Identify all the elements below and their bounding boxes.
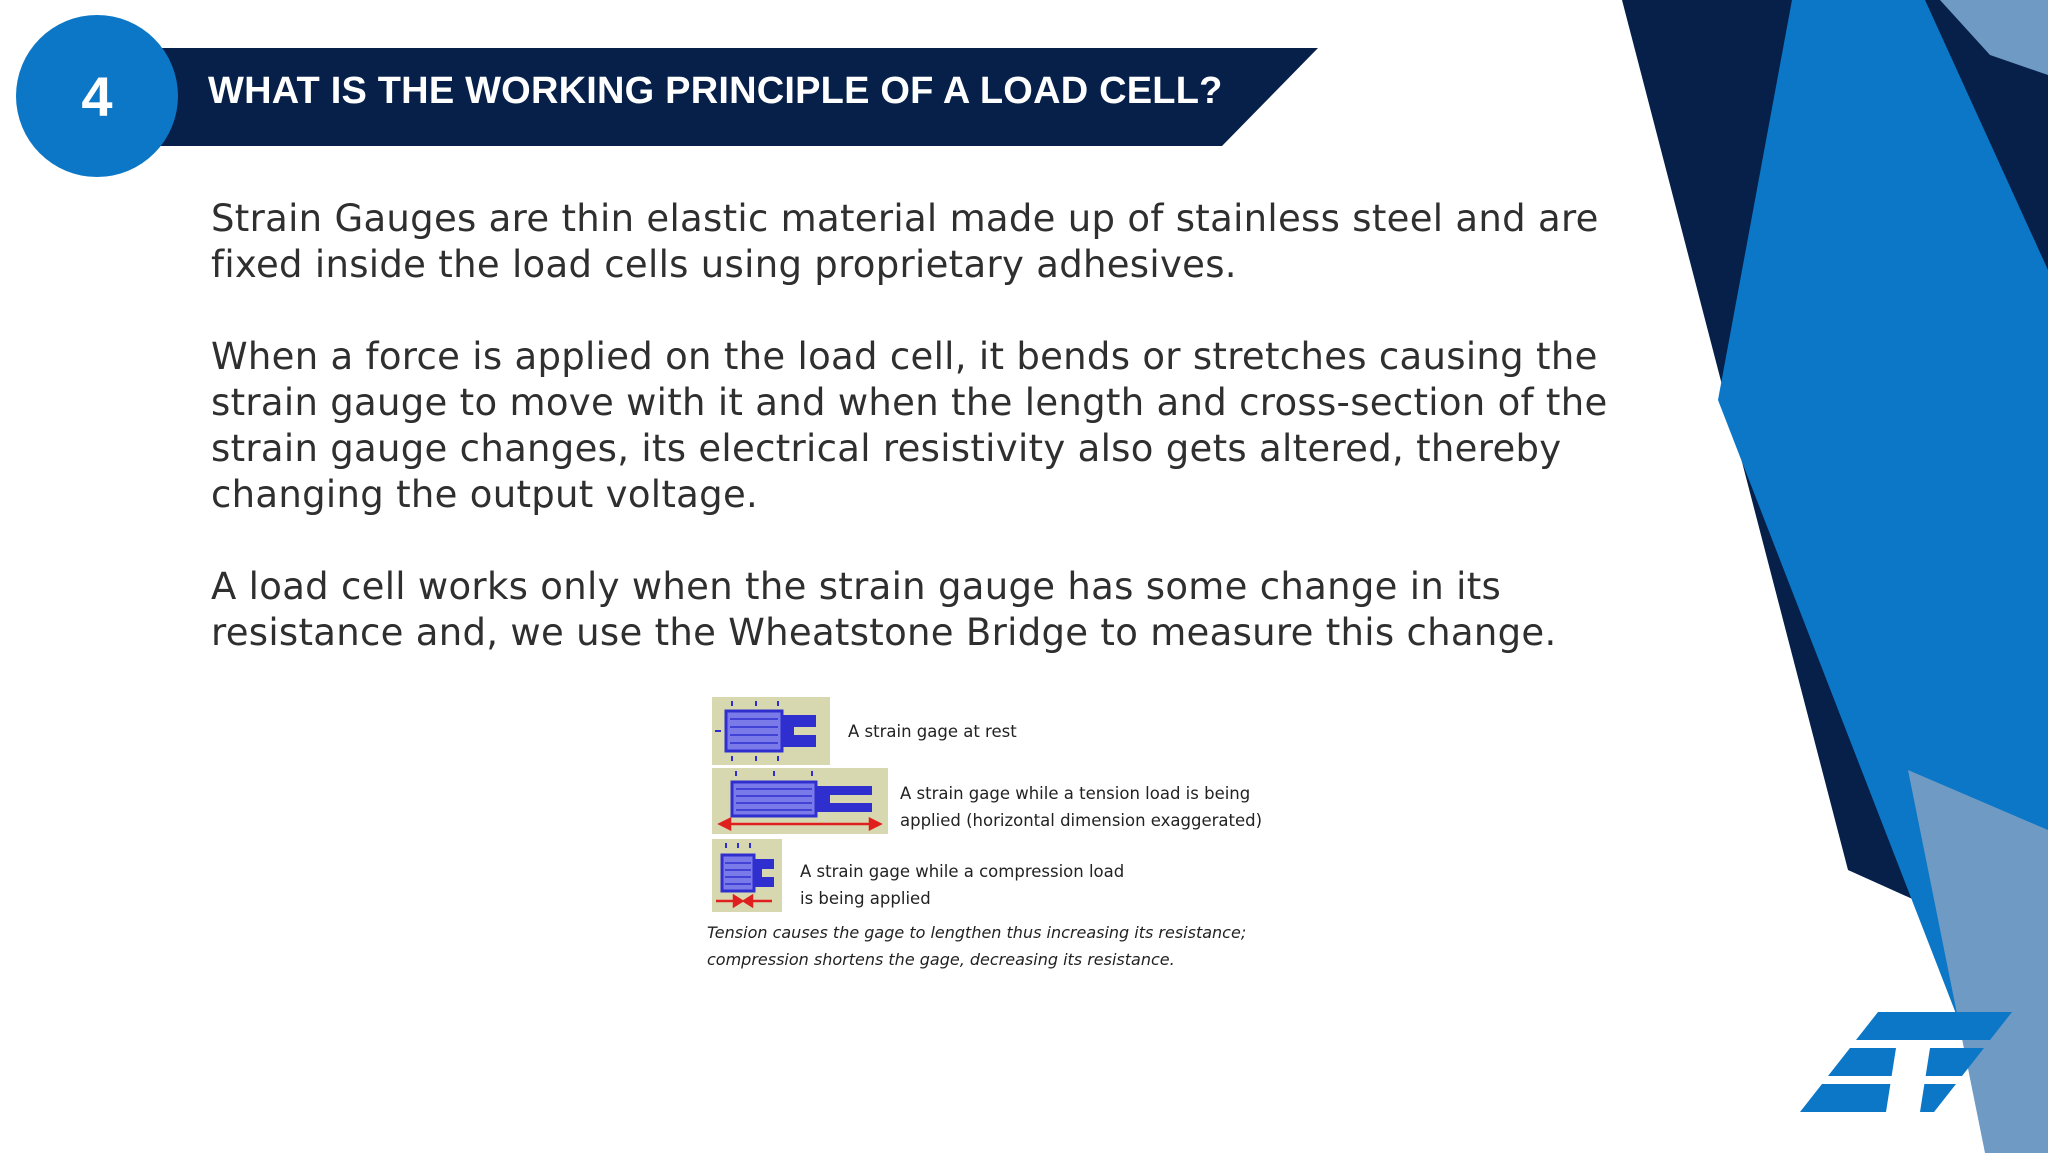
caption-compression-line1: A strain gage while a compression load (800, 862, 1125, 881)
figure-note-line2: compression shortens the gage, decreasing its resistance. (707, 950, 1175, 969)
caption-compression-line2: is being applied (800, 889, 931, 908)
slide-number-badge: 4 (16, 15, 178, 177)
paragraph-strain-gauges: Strain Gauges are thin elastic material made up of stainless steel and are fixed inside the load cells using proprietary adhesives. (211, 197, 1599, 286)
figure-note-line1: Tension causes the gage to lengthen thus increasing its resistance; (707, 923, 1247, 942)
paragraph-wheatstone: A load cell works only when the strain gauge has some change in its resistance and, we use the Wheatstone Bridge to measure this change. (211, 565, 1557, 654)
caption-at-rest: A strain gage at rest (848, 722, 1017, 741)
body-text (211, 196, 1681, 702)
caption-tension-line1: A strain gage while a tension load is being (900, 784, 1251, 803)
gauge-tension-image (712, 768, 888, 834)
gauge-compression-image (712, 839, 782, 912)
gauge-at-rest-image (712, 697, 830, 765)
paragraph-force-applied: When a force is applied on the load cell, it bends or stretches causing the strain gauge to move with it and when the length and cross-section of the strain gauge changes, its electrical resistivity also gets altered, thereby changing the output voltage. (211, 335, 1608, 516)
slide-title: WHAT IS THE WORKING PRINCIPLE OF A LOAD CELL? (208, 70, 1223, 112)
caption-tension-line2: applied (horizontal dimension exaggerated) (900, 811, 1263, 830)
